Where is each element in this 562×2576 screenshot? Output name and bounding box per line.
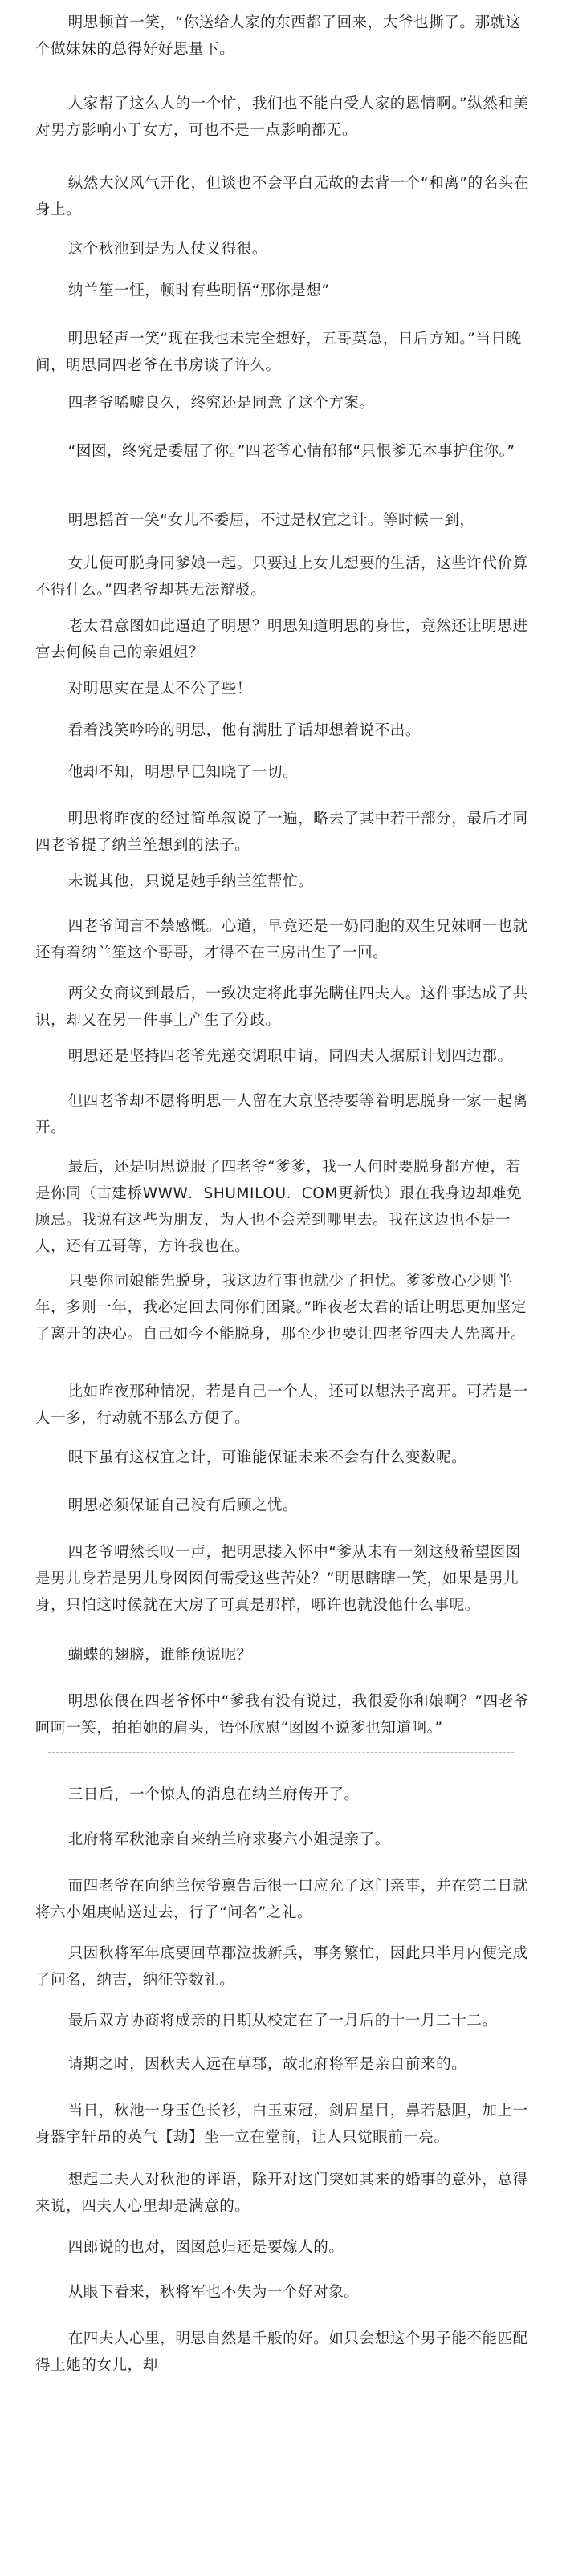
paragraph: 对明思实在是太不公了些！ (67, 681, 252, 697)
paragraph: 在四夫人心里，明思自然是千般的好。如只会想这个男子能不能匹配得上她的女儿，却 (35, 2330, 528, 2374)
paragraph: 明思将昨夜的经过简单叙说了一遍，略去了其中若干部分，最后才同四老爷提了纳兰笙想到的法子。 (35, 811, 528, 854)
paragraph: 女儿便可脱身同爹娘一起。只要过上女儿想要的生活，这些许代价算不得什么。”四老爷却甚无法辩驳。 (35, 555, 528, 599)
paragraph: 四老爷喟然长叹一声，把明思搂入怀中“爹从未有一刻这般希望囡囡是男儿身若是男儿身囡囡何需受这些苦处？”明思瞎瞎一笑，如果是男儿身，只怕这时候就在大房了可真是那样，哪许也就没他什么事呢。 (35, 1544, 521, 1614)
paragraph: 眼下虽有这权宜之计，可谁能保证未来不会有什么变数呢。 (67, 1449, 467, 1466)
paragraph: 从眼下看来，秋将军也不失为一个好对象。 (67, 2284, 360, 2301)
paragraph: 人家帮了这么大的一个忙，我们也不能白受人家的恩情啊。”纵然和美对男方影响小于女方，可也不是一点影响都无。 (35, 95, 529, 139)
paragraph: 三日后，一个惊人的消息在纳兰府传开了。 (67, 1786, 360, 1803)
paragraph: 这个秋池到是为人仗义得很。 (67, 241, 267, 258)
paragraph: 明思必须保证自己没有后顾之忧。 (67, 1497, 299, 1514)
paragraph: 看着浅笑吟吟的明思，他有满肚子话却想着说不出。 (67, 722, 421, 739)
paragraph: 但四老爷却不愿将明思一人留在大京坚持要等着明思脱身一家一起离开。 (35, 1093, 528, 1136)
paragraph: 比如昨夜那种情况，若是自己一个人，还可以想法子离开。可若是一人一多，行动就不那么方便了。 (35, 1383, 528, 1427)
paragraph: 只因秋将军年底要回草郡泣拔新兵，事务繁忙，因此只半月内便完成了问名，纳吉，纳征等数礼。 (35, 1945, 528, 1989)
paragraph: “囡囡，终究是委屈了你。”四老爷心情郁郁“只恨爹无本事护住你。” (67, 443, 515, 460)
paragraph: 最后，还是明思说服了四老爷“爹爹，我一人何时要脱身都方便，若是你同（古建桥WWW．SHUMILOU．COM更新快）跟在我身边却难免顾忌。我说有这些为朋友，为人也不会差到哪里去。我在这边也不是一人，还有五哥等，方许我也在。 (35, 1159, 523, 1255)
paragraph: 明思轻声一笑“现在我也未完全想好，五哥莫急，日后方知。”当日晚间，明思同四老爷在书房谈了许久。 (35, 331, 522, 374)
paragraph: 最后双方协商将成亲的日期从校定在了一月后的十一月二十二。 (67, 2013, 498, 2030)
paragraph: 请期之时，因秋夫人远在草郡，故北府将军是亲自前来的。 (67, 2056, 467, 2073)
paragraph: 想起二夫人对秋池的评语，除开对这门突如其来的婚事的意外，总得来说，四夫人心里却是满意的。 (35, 2172, 528, 2215)
paragraph: 老太君意图如此逼迫了明思？明思知道明思的身世，竟然还让明思进宫去何候自己的亲姐姐？ (35, 618, 528, 661)
paragraph: 北府将军秋池亲自来纳兰府求娶六小姐提亲了。 (67, 1831, 390, 1848)
paragraph: 明思摇首一笑“女儿不委屈，不过是权宜之计。等时候一到， (67, 512, 475, 529)
paragraph: 而四老爷在向纳兰侯爷禀告后很一口应允了这门亲事，并在第二日就将六小姐庚帖送过去，行了“问名”之礼。 (35, 1878, 528, 1921)
paragraph: 纵然大汉风气开化，但谈也不会平白无故的去背一个“和离”的名头在身上。 (35, 175, 529, 218)
paragraph: 当日，秋池一身玉色长衫，白玉束冠，剑眉星目，鼻若悬胆，加上一身器宇轩昂的英气【劫】坐一立在堂前，让人只觉眼前一亮。 (35, 2103, 528, 2146)
paragraph: 四郎说的也对，囡囡总归还是要嫁人的。 (67, 2239, 344, 2256)
paragraph: 两父女商议到最后，一致决定将此事先瞒住四夫人。这件事达成了共识，却又在另一件事上产生了分歧。 (35, 985, 528, 1029)
paragraph: 纳兰笙一怔，顿时有些明悟“那你是想” (67, 282, 330, 299)
paragraph: 明思顿首一笑，“你送给人家的东西都了回来，大爷也撕了。那就这个做妹妹的总得好好思量下。 (35, 14, 521, 58)
paragraph: 未说其他，只说是她手纳兰笙帮忙。 (67, 873, 314, 890)
paragraph: 明思依偎在四老爷怀中“爹我有没有说过，我很爱你和娘啊？”四老爷呵呵一笑，拍拍她的肩头，语怀欣慰“囡囡不说爹也知道啊。” (35, 1693, 529, 1737)
paragraph: 明思还是坚持四老爷先递交调职申请，同四夫人据原计划四边郡。 (67, 1048, 513, 1065)
paragraph: 只要你同娘能先脱身，我这边行事也就少了担忧。爹爹放心少则半年，多则一年，我必定回去同你们团聚。”昨夜老太君的话让明思更加坚定了离开的决心。自己如今不能脱身，那至少也要让四老爷四夫人先离开。 (35, 1273, 527, 1343)
divider (48, 1752, 514, 1753)
paragraph: 四老爷闻言不禁感慨。心道，早竟还是一奶同胞的双生兄妹啊一也就还有着纳兰笙这个哥哥，才得不在三房出生了一回。 (35, 918, 528, 961)
paragraph: 蝴蝶的翅膀，谁能预说呢？ (67, 1647, 252, 1664)
paragraph: 四老爷唏嘘良久，终究还是同意了这个方案。 (67, 395, 375, 412)
paragraph: 他却不知，明思早已知晓了一切。 (67, 764, 299, 781)
